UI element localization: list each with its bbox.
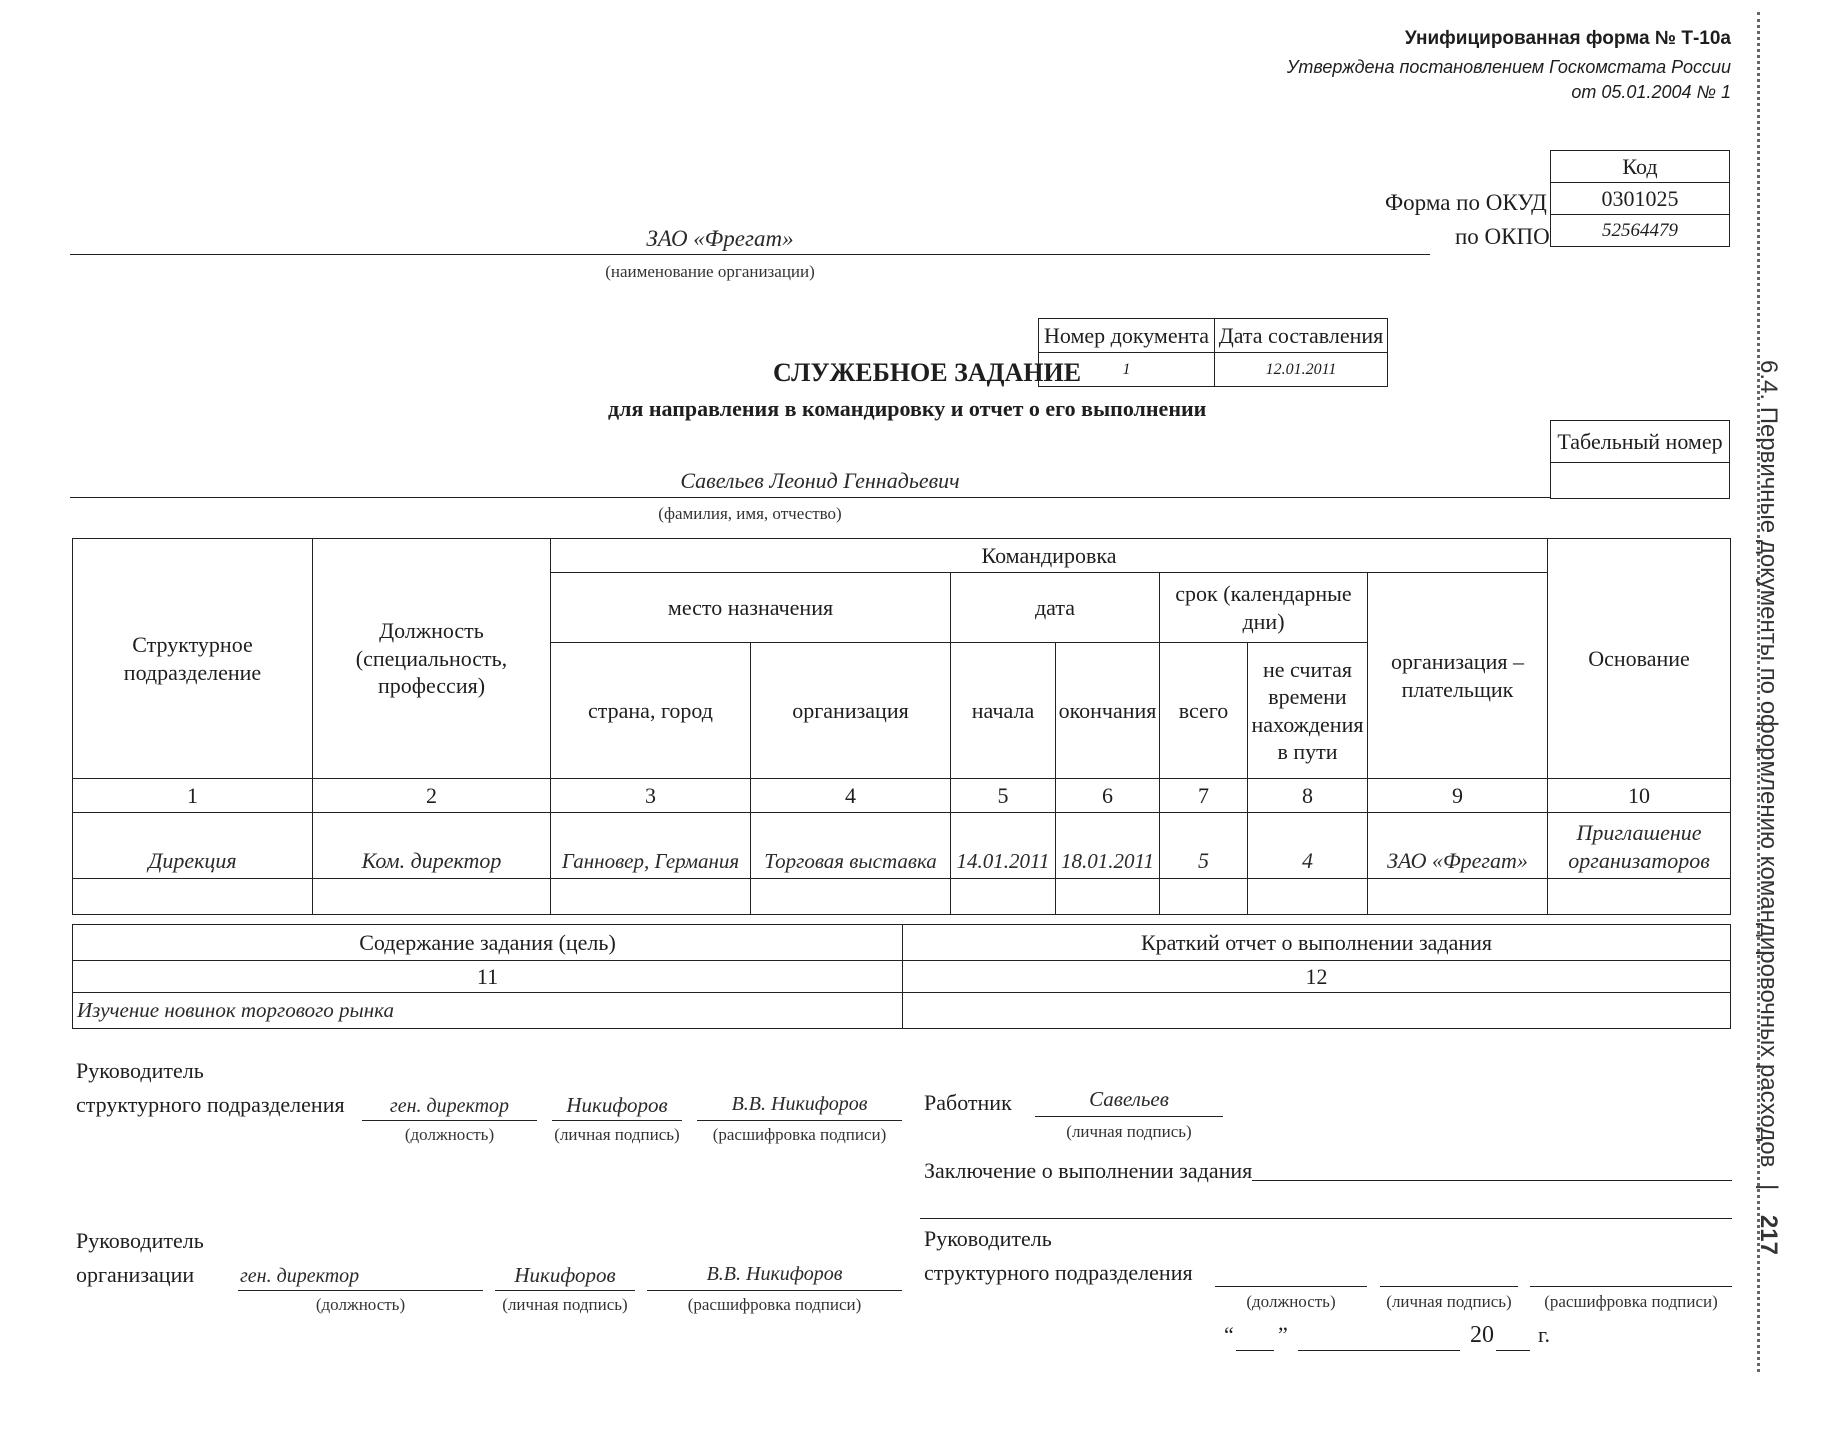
code-header: Код — [1551, 151, 1730, 183]
tab-number-table — [1550, 420, 1730, 499]
okpo-label: по ОКПО — [1455, 224, 1550, 249]
okpo-value[interactable]: 52564479 — [1551, 215, 1730, 247]
trip-table — [72, 538, 1731, 915]
col-number: 4 — [751, 779, 951, 813]
dept-head-label-1: Руководитель — [76, 1058, 204, 1083]
cell-without-travel[interactable]: 4 — [1248, 813, 1368, 879]
conclusion-label: Заключение о выполнении задания — [924, 1158, 1253, 1183]
right-head-signature-caption: (личная подпись) — [1386, 1292, 1512, 1311]
org-head-position-caption: (должность) — [315, 1295, 406, 1314]
date-month-line[interactable] — [1298, 1350, 1460, 1351]
date-year-prefix: 20 — [1470, 1322, 1494, 1348]
cell-total[interactable]: 5 — [1160, 813, 1248, 879]
org-head-decoding-caption: (расшифровка подписи) — [687, 1295, 862, 1314]
tab-number-header: Табельный номер — [1551, 421, 1730, 463]
margin-section-title-text: 6.4. Первичные документы по оформлению командировочных расходов — [1755, 360, 1782, 1168]
header-task-report: Краткий отчет о выполнении задания — [903, 925, 1731, 961]
task-table — [72, 924, 1731, 1029]
document-date-header: Дата составления — [1215, 319, 1388, 353]
header-date: дата — [951, 573, 1160, 643]
header-task-content: Содержание задания (цель) — [73, 925, 903, 961]
cell-country-city[interactable]: Ганновер, Германия — [551, 813, 751, 879]
right-head-position-line[interactable] — [1215, 1286, 1367, 1287]
table-row — [73, 813, 1731, 879]
document-number[interactable]: 1 — [1039, 353, 1215, 387]
empty-cell[interactable] — [1160, 879, 1248, 915]
header-start: начала — [951, 643, 1056, 779]
col-number: 5 — [951, 779, 1056, 813]
codes-table — [1550, 150, 1730, 247]
okud-label: Форма по ОКУД — [1385, 190, 1547, 215]
header-term: срок (календарные дни) — [1160, 573, 1368, 643]
org-head-label-1: Руководитель — [76, 1228, 204, 1253]
date-year-suffix: г. — [1538, 1322, 1551, 1347]
empty-cell[interactable] — [73, 879, 313, 915]
empty-cell[interactable] — [313, 879, 551, 915]
dept-head-signature-line — [552, 1120, 682, 1121]
dept-head-position[interactable]: ген. директор — [389, 1095, 510, 1117]
col-number: 11 — [73, 961, 903, 993]
org-head-signature-caption: (личная подпись) — [502, 1295, 628, 1314]
empty-cell[interactable] — [951, 879, 1056, 915]
empty-cell[interactable] — [1548, 879, 1731, 915]
conclusion-line-2[interactable] — [920, 1218, 1732, 1219]
org-head-position[interactable]: ген. директор — [240, 1265, 360, 1287]
document-number-header: Номер документа — [1039, 319, 1215, 353]
okud-value[interactable]: 0301025 — [1551, 183, 1730, 215]
employee-name-line — [70, 497, 1550, 498]
worker-signature[interactable]: Савельев — [1089, 1087, 1169, 1111]
dept-head-decoding-line — [697, 1120, 902, 1121]
cell-end[interactable]: 18.01.2011 — [1056, 813, 1160, 879]
header-trip: Командировка — [551, 539, 1548, 573]
cell-start[interactable]: 14.01.2011 — [951, 813, 1056, 879]
cell-department[interactable]: Дирекция — [73, 813, 313, 879]
right-head-position-caption: (должность) — [1246, 1292, 1336, 1311]
margin-section-title — [1754, 360, 1782, 1255]
dept-head-signature[interactable]: Никифоров — [566, 1093, 668, 1117]
header-end: окончания — [1056, 643, 1160, 779]
col-number: 6 — [1056, 779, 1160, 813]
col-number: 1 — [73, 779, 313, 813]
worker-signature-line — [1035, 1116, 1223, 1117]
col-number: 8 — [1248, 779, 1368, 813]
employee-full-name[interactable]: Савельев Леонид Геннадьевич — [680, 468, 960, 493]
header-payer: организация – плательщик — [1368, 573, 1548, 779]
right-head-signature-line[interactable] — [1380, 1286, 1518, 1287]
dept-head-signature-caption: (личная подпись) — [554, 1125, 680, 1144]
right-head-decoding-line[interactable] — [1530, 1286, 1732, 1287]
org-head-position-line — [238, 1290, 483, 1291]
dept-head-decoding[interactable]: В.В. Никифоров — [731, 1093, 868, 1115]
empty-cell[interactable] — [1056, 879, 1160, 915]
date-day-line[interactable] — [1236, 1350, 1274, 1351]
cell-position[interactable]: Ком. директор — [313, 813, 551, 879]
document-title: СЛУЖЕБНОЕ ЗАДАНИЕ — [773, 358, 1082, 387]
date-year-line[interactable] — [1496, 1350, 1530, 1351]
header-department: Структурное подразделение — [73, 539, 313, 779]
right-head-label-2: структурного подразделения — [924, 1260, 1193, 1285]
dept-head-position-caption: (должность) — [404, 1125, 495, 1144]
empty-cell[interactable] — [551, 879, 751, 915]
tab-number-value[interactable] — [1551, 463, 1730, 499]
task-content[interactable]: Изучение новинок торгового рынка — [73, 993, 903, 1029]
form-title: Унифицированная форма № Т-10а — [1404, 28, 1731, 49]
empty-cell[interactable] — [1368, 879, 1548, 915]
conclusion-line[interactable] — [1252, 1180, 1732, 1181]
document-date[interactable]: 12.01.2011 — [1215, 353, 1388, 387]
header-organization: организация — [751, 643, 951, 779]
col-number: 3 — [551, 779, 751, 813]
col-number: 7 — [1160, 779, 1248, 813]
date-close-quote: ” — [1278, 1322, 1288, 1347]
approval-line-1: Утверждена постановлением Госкомстата России — [1286, 57, 1731, 77]
cell-organization[interactable]: Торговая выставка — [751, 813, 951, 879]
org-head-decoding[interactable]: В.В. Никифоров — [706, 1263, 843, 1285]
org-head-decoding-line — [647, 1290, 902, 1291]
margin-separator: | — [1755, 1184, 1782, 1191]
dept-head-label-2: структурного подразделения — [76, 1092, 345, 1117]
document-table — [1038, 318, 1388, 387]
dept-head-decoding-caption: (расшифровка подписи) — [712, 1125, 887, 1144]
right-head-decoding-caption: (расшифровка подписи) — [1544, 1292, 1718, 1311]
dept-head-position-line — [362, 1120, 537, 1121]
header-total: всего — [1160, 643, 1248, 779]
header-destination: место назначения — [551, 573, 951, 643]
date-open-quote: “ — [1224, 1322, 1234, 1347]
col-number: 12 — [903, 961, 1731, 993]
organization-name[interactable]: ЗАО «Фрегат» — [646, 226, 794, 251]
worker-signature-caption: (личная подпись) — [1066, 1122, 1192, 1141]
organization-line — [70, 254, 1430, 255]
employee-name-caption: (фамилия, имя, отчество) — [658, 504, 842, 523]
col-number: 2 — [313, 779, 551, 813]
header-position: Должность (специальность, профессия) — [313, 539, 551, 779]
cell-basis[interactable]: Приглашение организаторов — [1548, 813, 1731, 879]
document-subtitle: для направления в командировку и отчет о его выполнении — [608, 396, 1207, 421]
table-row-empty — [73, 879, 1731, 915]
col-number: 9 — [1368, 779, 1548, 813]
page-number: 217 — [1755, 1214, 1782, 1255]
org-head-label-2: организации — [76, 1262, 195, 1287]
empty-cell[interactable] — [751, 879, 951, 915]
right-head-label-1: Руководитель — [924, 1226, 1052, 1251]
header-country-city: страна, город — [551, 643, 751, 779]
task-report[interactable] — [903, 993, 1731, 1029]
col-number: 10 — [1548, 779, 1731, 813]
worker-label: Работник — [924, 1090, 1012, 1115]
header-basis: Основание — [1548, 539, 1731, 779]
cell-payer[interactable]: ЗАО «Фрегат» — [1368, 813, 1548, 879]
header-without-travel: не считая времени нахождения в пути — [1248, 643, 1368, 779]
organization-caption: (наименование организации) — [605, 262, 815, 281]
org-head-signature-line — [495, 1290, 635, 1291]
empty-cell[interactable] — [1248, 879, 1368, 915]
org-head-signature[interactable]: Никифоров — [514, 1263, 616, 1287]
approval-line-2: от 05.01.2004 № 1 — [1571, 82, 1731, 102]
